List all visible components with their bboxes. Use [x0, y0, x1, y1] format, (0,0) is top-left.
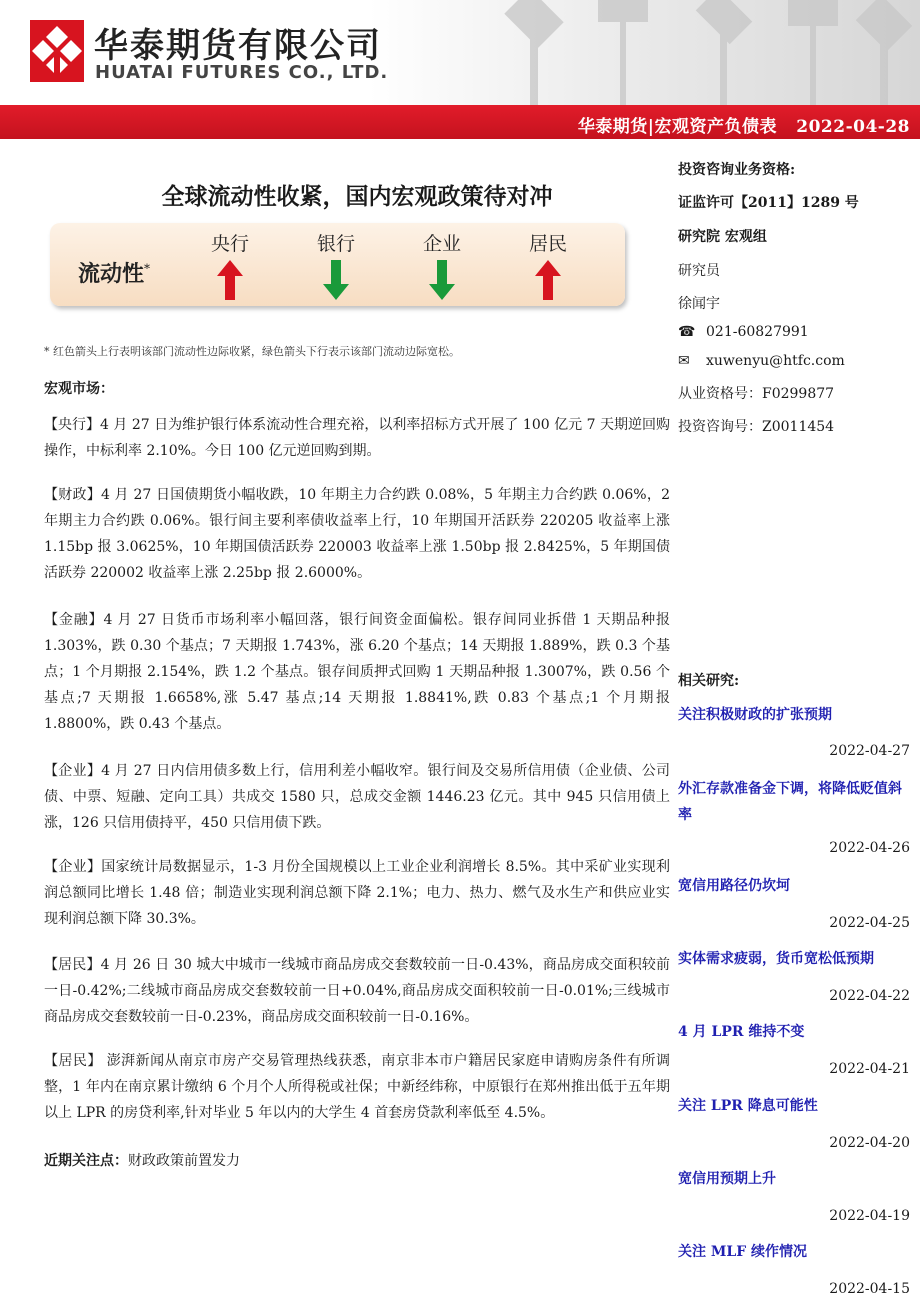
related-link[interactable]: 宽信用路径仍坎坷 [678, 878, 790, 894]
related-date: 2022-04-26 [829, 840, 910, 856]
report-title: 全球流动性收紧，国内宏观政策待对冲 [161, 183, 553, 210]
arrow-up-icon [535, 260, 561, 300]
related-link[interactable]: 外汇存款准备金下调，将降低贬值斜率 [678, 781, 902, 823]
paragraph-households-housing: 【居民】4 月 26 日 30 城大中城市一线城市商品房成交套数较前一日-0.43%，商品房成交面积较前一日-0.42%;二线城市商品房成交套数较前一日+0.04%,商品房成交面积较前一日-0.01%;三线城市商品房成交套数较前一日-0.23%，商品房成交面积较前一日-0.16%。 [44, 957, 670, 1025]
phone-icon: ☎ [678, 324, 696, 340]
banner-text: 华泰期货|宏观资产负债表 2022-04-28 [577, 117, 910, 137]
related-link[interactable]: 宽信用预期上升 [678, 1171, 776, 1187]
paragraph-fiscal: 【财政】4 月 27 日国债期货小幅收跌，10 年期主力合约跌 0.08%，5 年期主力合约跌 0.06%，2 年期主力合约跌 0.06%。银行间主要利率债收益率上行，10 年期国开活跃券 220205 收益率上涨 1.15bp 报 3.0625%，10 年期国债活跃券 220003 收益率上涨 1.50bp 报 2.8425%，5 年期国债活跃券 220002 收益率上涨 2.25bp 报 2.6000%。 [44, 487, 670, 581]
liquidity-panel [50, 223, 625, 306]
liquidity-item-label: 居民 [528, 233, 567, 255]
page-header [0, 0, 920, 105]
email-row [678, 353, 845, 369]
related-link[interactable]: 实体需求疲弱，货币宽松低预期 [678, 951, 874, 967]
phone-row [678, 324, 809, 340]
arrow-down-icon [429, 260, 455, 300]
analyst-role: 研究员 [678, 263, 720, 279]
focus-label: 近期关注点： [44, 1153, 128, 1169]
company-name-en: HUATAI FUTURES CO., LTD. [95, 62, 389, 83]
related-date: 2022-04-27 [829, 743, 910, 759]
liquidity-item-label: 央行 [210, 233, 249, 255]
liquidity-item-label: 银行 [316, 233, 355, 255]
company-logo-icon [30, 20, 84, 82]
liquidity-label: 流动性* [78, 261, 151, 287]
header-decoration [470, 0, 920, 105]
liquidity-central-bank [200, 229, 260, 300]
related-date: 2022-04-21 [829, 1061, 910, 1077]
report-banner [0, 105, 920, 139]
paragraph-enterprise-profit: 【企业】国家统计局数据显示，1-3 月份全国规模以上工业企业利润增长 8.5%。其中采矿业实现利润总额同比增长 1.48 倍；制造业实现利润总额下降 2.1%；电力、热力、燃气及水生产和供应业实现利润总额下降 30.3%。 [44, 859, 670, 927]
liquidity-households [518, 229, 578, 300]
arrow-up-icon [217, 260, 243, 300]
liquidity-item-label: 企业 [422, 233, 461, 255]
license-number: 证监许可【2011】1289 号 [678, 195, 859, 211]
liquidity-banks [306, 229, 366, 300]
related-date: 2022-04-25 [829, 915, 910, 931]
certificate-number: 从业资格号：F0299877 [678, 386, 835, 402]
paragraph-central-bank: 【央行】4 月 27 日为维护银行体系流动性合理充裕，以利率招标方式开展了 100 亿元 7 天期逆回购操作，中标利率 2.10%。今日 100 亿元逆回购到期。 [44, 417, 670, 459]
related-link[interactable]: 关注积极财政的扩张预期 [678, 707, 832, 723]
paragraph-households-policy: 【居民】 澎湃新闻从南京市房产交易管理热线获悉，南京非本市户籍居民家庭申请购房条件有所调整，1 年内在南京累计缴纳 6 个月个人所得税或社保；中新经纬称，中原银行在郑州推出低于五年期以上 LPR 的房贷利率,针对毕业 5 年以内的大学生 4 首套房贷款利率低至 4.5%。 [44, 1053, 670, 1121]
related-date: 2022-04-19 [829, 1208, 910, 1224]
recent-focus [44, 1150, 240, 1170]
section-title: 宏观市场： [44, 381, 114, 397]
related-date: 2022-04-20 [829, 1135, 910, 1151]
arrow-down-icon [323, 260, 349, 300]
related-link[interactable]: 关注 LPR 降息可能性 [678, 1098, 818, 1114]
related-date: 2022-04-15 [829, 1281, 910, 1297]
email-address[interactable]: xuwenyu@htfc.com [706, 353, 845, 369]
related-link[interactable]: 4 月 LPR 维持不变 [678, 1024, 805, 1040]
company-name-cn: 华泰期货有限公司 [94, 26, 382, 66]
phone-number: 021-60827991 [706, 324, 809, 340]
envelope-icon: ✉ [678, 353, 690, 369]
analyst-name: 徐闻宇 [678, 296, 720, 312]
paragraph-enterprise-credit: 【企业】4 月 27 日内信用债多数上行，信用利差小幅收窄。银行间及交易所信用债（企业债、公司债、中票、短融、定向工具）共成交 1580 只，总成交金额 1446.23 亿元。其中 945 只信用债上涨，126 只信用债持平，450 只信用债下跌。 [44, 763, 670, 831]
focus-text: 财政政策前置发力 [128, 1153, 240, 1169]
liquidity-enterprises [412, 229, 472, 300]
liquidity-footnote: * 红色箭头上行表明该部门流动性边际收紧，绿色箭头下行表示该部门流动边际宽松。 [44, 345, 460, 358]
related-research-label: 相关研究: [678, 673, 740, 689]
related-date: 2022-04-22 [829, 988, 910, 1004]
qualification-label: 投资咨询业务资格: [678, 162, 796, 178]
related-link[interactable]: 关注 MLF 续作情况 [678, 1244, 808, 1260]
consultant-number: 投资咨询号：Z0011454 [678, 419, 835, 435]
paragraph-finance: 【金融】4 月 27 日货币市场利率小幅回落，银行间资金面偏松。银存间同业拆借 1 天期品种报 1.303%，跌 0.30 个基点；7 天期报 1.743%，涨 6.20 个基点；14 天期报 1.889%，跌 0.3 个基点；1 个月期报 2.154%，跌 1.2 个基点。银存间质押式回购 1 天期品种报 1.3007%，跌 0.56 个基点;7 天期报 1.6658%,涨 5.47 基点;14 天期报 1.8841%,跌 0.83 个基点;1 个月期报 1.8800%，跌 0.43 个基点。 [44, 612, 670, 732]
department: 研究院 宏观组 [678, 229, 767, 245]
